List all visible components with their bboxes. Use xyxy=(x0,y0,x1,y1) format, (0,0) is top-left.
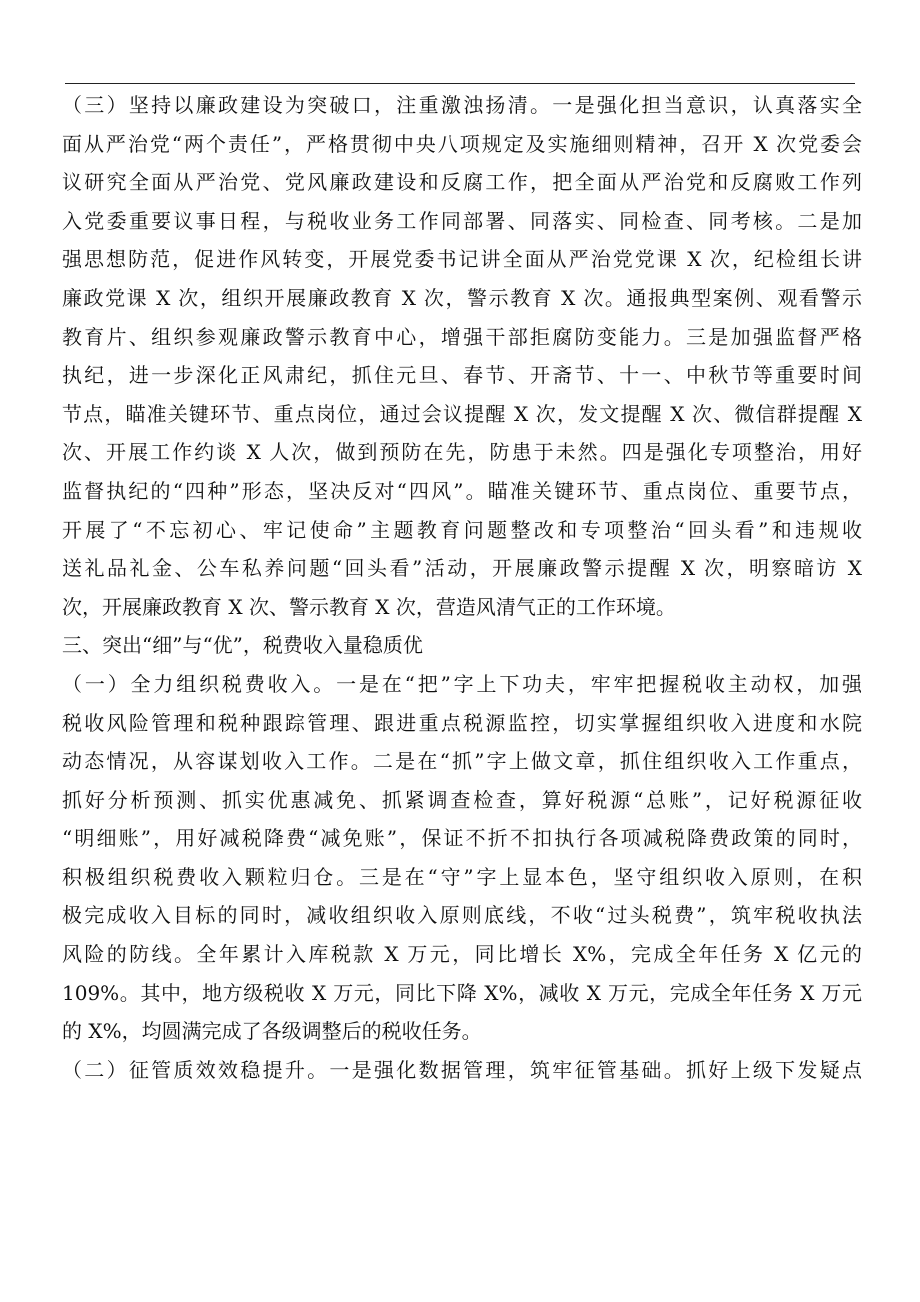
text-line: （一）全力组织税费收入。一是在“把”字上下功夫，牢牢把握税收主动权，加强 xyxy=(62,671,862,696)
text-line: 节点，瞄准关键环节、重点岗位，通过会议提醒 X 次，发文提醒 X 次、微信群提醒 X xyxy=(62,401,862,426)
text-line: 次、开展工作约谈 X 人次，做到预防在先，防患于未然。四是强化专项整治，用好 xyxy=(62,440,862,465)
text-line: （三）坚持以廉政建设为突破口，注重激浊扬清。一是强化担当意识，认真落实全 xyxy=(62,93,862,117)
header-divider xyxy=(65,83,855,84)
text-line: 税收风险管理和税种跟踪管理、跟进重点税源监控，切实掌握组织收入进度和水院 xyxy=(62,710,862,735)
text-line: 的 X%，均圆满完成了各级调整后的税收任务。 xyxy=(62,1019,482,1044)
text-line: 执纪，进一步深化正风肃纪，抓住元旦、春节、开斋节、十一、中秋节等重要时间 xyxy=(62,363,862,388)
text-line: 109%。其中，地方级税收 X 万元，同比下降 X%，减收 X 万元，完成全年任务 X 万元 xyxy=(62,980,862,1005)
text-line: 抓好分析预测、抓实优惠减免、抓紧调查检查，算好税源“总账”，记好税源征收 xyxy=(62,787,862,812)
text-line: 教育片、组织参观廉政警示教育中心，增强干部拒腐防变能力。三是加强监督严格 xyxy=(62,324,862,349)
text-line: 议研究全面从严治党、党风廉政建设和反腐工作，把全面从严治党和反腐败工作列 xyxy=(62,170,862,195)
text-line: “明细账”，用好减税降费“减免账”，保证不折不扣执行各项减税降费政策的同时， xyxy=(62,826,862,851)
text-line: 廉政党课 X 次，组织开展廉政教育 X 次，警示教育 X 次。通报典型案例、观看警示 xyxy=(62,285,862,310)
text-line: （二）征管质效效稳提升。一是强化数据管理，筑牢征管基础。抓好上级下发疑点 xyxy=(62,1057,862,1082)
text-line: 强思想防范，促进作风转变，开展党委书记讲全面从严治党党课 X 次，纪检组长讲 xyxy=(62,247,862,272)
text-line: 次，开展廉政教育 X 次、警示教育 X 次，营造风清气正的工作环境。 xyxy=(62,594,676,619)
text-line: 风险的防线。全年累计入库税款 X 万元，同比增长 X%，完成全年任务 X 亿元的 xyxy=(62,942,862,967)
text-line: 面从严治党“两个责任”，严格贯彻中央八项规定及实施细则精神，召开 X 次党委会 xyxy=(62,131,862,156)
text-line: 极完成收入目标的同时，减收组织收入原则底线，不收“过头税费”，筑牢税收执法 xyxy=(62,903,862,928)
text-line: 动态情况，从容谋划收入工作。二是在“抓”字上做文章，抓住组织收入工作重点， xyxy=(62,749,862,774)
text-line: 入党委重要议事日程，与税收业务工作同部署、同落实、同检查、同考核。二是加 xyxy=(62,208,862,233)
text-line: 积极组织税费收入颗粒归仓。三是在“守”字上显本色，坚守组织收入原则，在积 xyxy=(62,864,862,889)
text-line: 三、突出“细”与“优”，税费收入量稳质优 xyxy=(62,633,423,658)
document-body xyxy=(62,86,862,1089)
text-line: 开展了“不忘初心、牢记使命”主题教育问题整改和专项整治“回头看”和违规收 xyxy=(62,517,862,542)
text-line: 监督执纪的“四种”形态，坚决反对“四风”。瞄准关键环节、重点岗位、重要节点， xyxy=(62,478,862,503)
text-line: 送礼品礼金、公车私养问题“回头看”活动，开展廉政警示提醒 X 次，明察暗访 X xyxy=(62,556,862,581)
